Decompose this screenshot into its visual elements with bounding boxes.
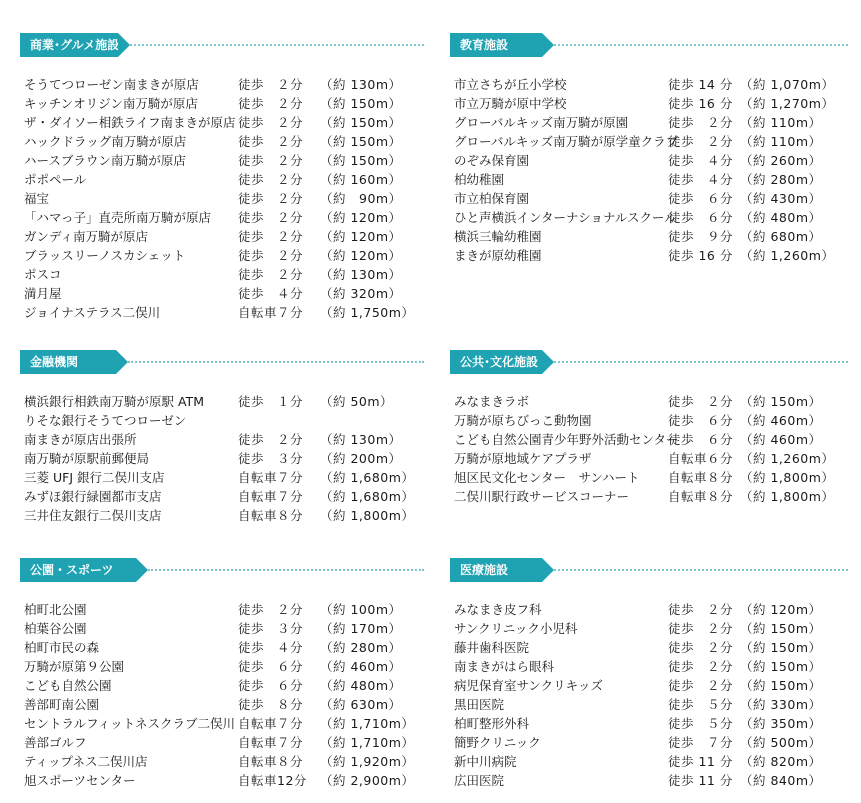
facility-name: のぞみ保育園 [454,153,530,168]
travel-time: 自転車７分 [238,716,304,731]
distance: （約 1,260m） [740,451,835,466]
facility-name: 簡野クリニック [454,735,541,750]
distance: （約 1,070m） [740,77,835,92]
facility-name: まきが原幼稚園 [454,248,542,263]
section-title: 商業･グルメ施設 [30,38,120,52]
facility-name: ティップネス二俣川店 [24,754,148,769]
travel-time: 徒歩 ２分 [238,602,304,617]
facility-name: グローバルキッズ南万騎が原学童クラブ [454,134,679,149]
section-public [450,350,848,504]
travel-time: 徒歩 ２分 [238,134,304,149]
distance: （約 1,750m） [320,305,415,320]
travel-time: 徒歩 ７分 [668,735,734,750]
facility-name: 柏葉谷公園 [24,621,87,636]
distance: （約 280m） [740,172,822,187]
facility-name: ハースブラウン南万騎が原店 [24,153,186,168]
facility-name: キッチンオリジン南万騎が原店 [24,96,198,111]
distance: （約 160m） [320,172,402,187]
travel-time: 徒歩 ３分 [238,451,304,466]
dotted-divider [128,361,424,363]
distance: （約 130m） [320,267,402,282]
distance: （約 100m） [320,602,402,617]
facility-name: 旭スポーツセンター [24,773,136,788]
facility-name: ブラッスリーノスカシェット [24,248,186,263]
facility-name: 三菱 UFJ 銀行二俣川支店 [24,470,165,485]
travel-time: 自転車８分 [668,470,734,485]
section-medical [450,558,848,788]
travel-time: 徒歩 ２分 [238,77,304,92]
travel-time: 徒歩 ６分 [238,678,304,693]
travel-time: 徒歩 ２分 [238,191,304,206]
distance: （約 1,800m） [320,508,415,523]
distance: （約 150m） [740,640,822,655]
distance: （約 1,270m） [740,96,835,111]
distance: （約 460m） [740,413,822,428]
travel-time: 自転車７分 [238,470,304,485]
travel-time: 徒歩 ６分 [238,659,304,674]
travel-time: 自転車７分 [238,489,304,504]
facility-name: ポポペール [24,172,87,187]
section-parks [20,558,424,788]
dotted-divider [148,569,424,571]
distance: （約 460m） [740,432,822,447]
dotted-divider [554,44,848,46]
distance: （約 150m） [740,659,822,674]
facility-name: ハックドラッグ南万騎が原店 [24,134,187,149]
travel-time: 徒歩 ３分 [238,621,304,636]
travel-time: 徒歩 ４分 [238,640,304,655]
facility-name: 南まきが原店出張所 [24,432,137,447]
facility-name: 市立柏保育園 [454,191,530,206]
facility-name: 万騎が原第９公園 [24,659,125,674]
travel-time: 徒歩 14 分 [668,77,733,92]
travel-time: 徒歩 ２分 [668,640,734,655]
facility-name: 旭区民文化センター サンハート [454,470,640,485]
distance: （約 1,710m） [320,716,415,731]
distance: （約 170m） [320,621,402,636]
distance: （約 150m） [320,115,402,130]
distance: （約 120m） [320,210,402,225]
travel-time: 徒歩 ６分 [668,210,734,225]
distance: （約 150m） [320,96,402,111]
facility-name: セントラルフィットネスクラブ二俣川 [24,716,236,731]
facility-name: ザ・ダイソー相鉄ライフ南まきが原店 [24,115,236,130]
travel-time: 徒歩 ２分 [238,210,304,225]
distance: （約 130m） [320,432,402,447]
travel-time: 徒歩 ２分 [238,153,304,168]
distance: （約 90m） [320,191,402,206]
facility-name: サンクリニック小児科 [454,621,578,636]
section-tag [450,350,542,374]
distance: （約 1,920m） [320,754,415,769]
travel-time: 徒歩 １分 [238,394,304,409]
distance: （約 1,710m） [320,735,415,750]
distance: （約 150m） [320,153,402,168]
facility-name: 万騎が原ちびっこ動物園 [454,413,592,428]
facility-name: 柏町整形外科 [454,716,530,731]
facility-name: そうてつローゼン南まきが原店 [24,77,199,92]
facility-name: 広田医院 [454,773,505,788]
distance: （約 110m） [740,115,822,130]
distance: （約 120m） [740,602,822,617]
facility-name: 福宝 [24,191,50,206]
travel-time: 徒歩 ２分 [238,432,304,447]
travel-time: 徒歩 ２分 [238,267,304,282]
facility-name: こども自然公園 [24,678,112,693]
section-header [20,33,424,57]
travel-time: 自転車７分 [238,735,304,750]
facility-name: ガンディ南万騎が原店 [24,229,149,244]
section-header [20,558,424,582]
travel-time: 徒歩 ９分 [668,229,734,244]
facility-name: ひと声横浜インターナショナルスクール [454,210,677,225]
distance: （約 350m） [740,716,822,731]
section-shopping [20,33,424,320]
distance: （約 1,800m） [740,489,835,504]
facility-name: こども自然公園青少年野外活動センター [454,432,679,447]
travel-time: 徒歩 ２分 [238,172,304,187]
travel-time: 徒歩 11 分 [668,773,733,788]
distance: （約 50m） [320,394,394,409]
travel-time: 徒歩 ２分 [668,134,734,149]
distance: （約 150m） [740,394,822,409]
section-title: 医療施設 [460,563,509,577]
facility-name: 黒田医院 [454,697,505,712]
travel-time: 徒歩 16 分 [668,96,733,111]
dotted-divider [554,569,848,571]
distance: （約 820m） [740,754,822,769]
travel-time: 徒歩 ６分 [668,191,734,206]
distance: （約 330m） [740,697,822,712]
distance: （約 150m） [740,621,822,636]
facility-name: みなまき皮フ科 [454,602,542,617]
travel-time: 徒歩 16 分 [668,248,733,263]
travel-time: 徒歩 ２分 [238,229,304,244]
travel-time: 徒歩 ６分 [668,432,734,447]
facility-name: 横浜三輪幼稚園 [454,229,542,244]
travel-time: 自転車８分 [238,508,304,523]
distance: （約 120m） [320,229,402,244]
facility-name: ポスコ [24,267,62,282]
distance: （約 130m） [320,77,402,92]
facility-name: 横浜銀行相鉄南万騎が原駅 ATM [24,394,204,409]
dotted-divider [554,361,848,363]
distance: （約 120m） [320,248,402,263]
facility-name: 万騎が原地域ケアプラザ [454,451,592,466]
distance: （約 630m） [320,697,402,712]
travel-time: 徒歩 ６分 [668,413,734,428]
travel-time: 徒歩 ８分 [238,697,304,712]
travel-time: 自転車12分 [238,773,307,788]
facility-name: 「ハマっ子」直売所南万騎が原店 [24,210,212,225]
travel-time: 徒歩 ２分 [238,115,304,130]
travel-time: 徒歩 ４分 [238,286,304,301]
travel-time: 徒歩 ２分 [668,621,734,636]
facility-name: 柏町市民の森 [24,640,100,655]
distance: （約 430m） [740,191,822,206]
travel-time: 徒歩 ２分 [668,115,734,130]
facility-name: 二俣川駅行政サービスコーナー [454,489,630,504]
travel-time: 自転車７分 [238,305,304,320]
facility-name: 市立万騎が原中学校 [454,96,567,111]
distance: （約 150m） [740,678,822,693]
section-education [450,33,848,263]
facility-name: 三井住友銀行二俣川支店 [24,508,162,523]
section-tag [450,558,542,582]
distance: （約 280m） [320,640,402,655]
section-header [450,350,848,374]
travel-time: 徒歩 ４分 [668,172,734,187]
travel-time: 自転車６分 [668,451,734,466]
travel-time: 徒歩 ２分 [668,678,734,693]
facility-name: 新中川病院 [454,754,517,769]
travel-time: 徒歩 ２分 [238,96,304,111]
section-title: 金融機関 [30,355,79,369]
facility-name: 柏幼稚園 [454,172,505,187]
distance: （約 150m） [320,134,402,149]
distance: （約 1,260m） [740,248,835,263]
distance: （約 2,900m） [320,773,415,788]
facility-name: 善部ゴルフ [24,735,87,750]
travel-time: 徒歩 ２分 [668,659,734,674]
distance: （約 680m） [740,229,822,244]
facility-name: 満月屋 [24,286,62,301]
distance: （約 840m） [740,773,822,788]
section-title: 公共･文化施設 [460,355,539,369]
distance: （約 500m） [740,735,822,750]
distance: （約 200m） [320,451,402,466]
facility-name: 南まきがはら眼科 [454,659,555,674]
facility-name: 柏町北公園 [24,602,87,617]
distance: （約 460m） [320,659,402,674]
travel-time: 自転車８分 [668,489,734,504]
facility-name: みずほ銀行緑園都市支店 [24,489,162,504]
distance: （約 1,800m） [740,470,835,485]
travel-time: 徒歩 ２分 [668,602,734,617]
distance: （約 1,680m） [320,470,415,485]
facility-name: ジョイナステラス二俣川 [24,305,161,320]
distance: （約 260m） [740,153,822,168]
travel-time: 徒歩 ４分 [668,153,734,168]
section-tag [20,350,116,374]
travel-time: 自転車８分 [238,754,304,769]
section-finance [20,350,424,523]
travel-time: 徒歩 ５分 [668,716,734,731]
facility-name: 藤井歯科医院 [454,640,530,655]
distance: （約 320m） [320,286,402,301]
section-header [450,558,848,582]
facility-name: みなまきラボ [454,394,530,409]
facility-name: 善部町南公園 [24,697,100,712]
distance: （約 1,680m） [320,489,415,504]
dotted-divider [130,44,424,46]
distance: （約 480m） [740,210,822,225]
distance: （約 110m） [740,134,822,149]
travel-time: 徒歩 11 分 [668,754,733,769]
distance: （約 480m） [320,678,402,693]
section-tag [20,33,118,57]
facility-name: 病児保育室サンクリキッズ [454,678,603,693]
section-tag [450,33,542,57]
section-header [20,350,424,374]
travel-time: 徒歩 ２分 [238,248,304,263]
facility-name: グローバルキッズ南万騎が原園 [454,115,629,130]
travel-time: 徒歩 ２分 [668,394,734,409]
facility-name: 市立さちが丘小学校 [454,77,567,92]
section-header [450,33,848,57]
travel-time: 徒歩 ５分 [668,697,734,712]
facility-name: りそな銀行そうてつローゼン [24,413,187,428]
section-title: 教育施設 [460,38,509,52]
section-title: 公園・スポーツ [30,563,114,577]
section-tag [20,558,136,582]
facility-name: 南万騎が原駅前郵便局 [24,451,150,466]
